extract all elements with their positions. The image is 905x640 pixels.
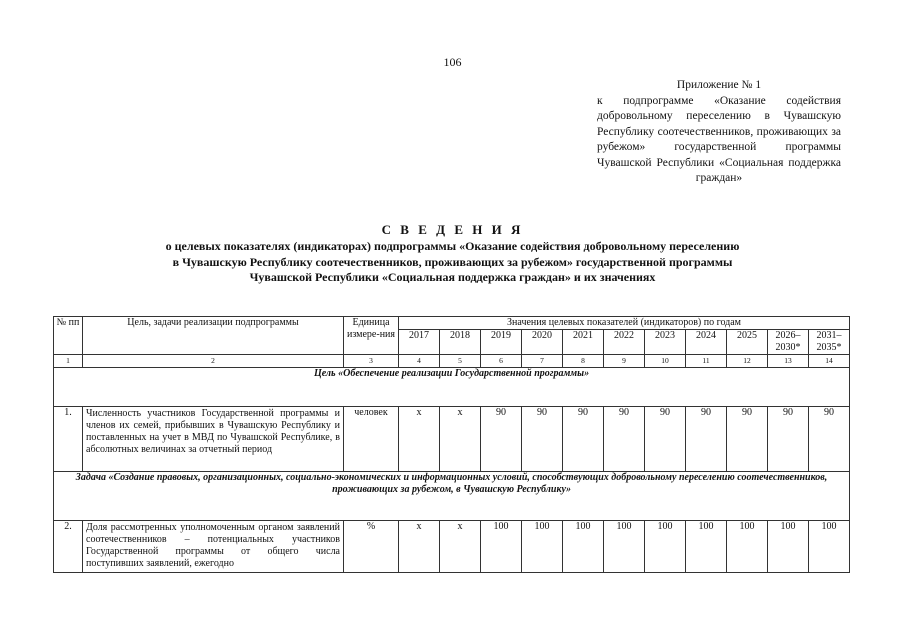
row-unit: % (344, 521, 399, 573)
column-number: 10 (645, 355, 686, 368)
table-row (54, 521, 850, 573)
row-value: 90 (604, 407, 645, 472)
column-number: 9 (604, 355, 645, 368)
header-year: 2022 (604, 330, 645, 355)
row-value: 100 (604, 521, 645, 573)
column-number: 14 (809, 355, 850, 368)
row-value: x (440, 407, 481, 472)
column-number: 3 (344, 355, 399, 368)
header-year: 2024 (686, 330, 727, 355)
header-year: 2017 (399, 330, 440, 355)
row-number: 2. (54, 521, 83, 573)
document-heading (60, 221, 845, 286)
row-unit: человек (344, 407, 399, 472)
row-value: x (440, 521, 481, 573)
row-value: 100 (768, 521, 809, 573)
header-goal: Цель, задачи реализации подпрограммы (83, 317, 344, 355)
column-number: 7 (522, 355, 563, 368)
page-number: 106 (443, 55, 462, 69)
row-value: 90 (563, 407, 604, 472)
row-value: 90 (645, 407, 686, 472)
heading-subtitle-line: в Чувашскую Республику соотечественников, проживающих за рубежом» государственной программы (172, 254, 733, 269)
column-number: 12 (727, 355, 768, 368)
appendix-title: Приложение № 1 (676, 79, 762, 91)
heading-subtitle-line: о целевых показателях (индикаторах) подпрограммы «Оказание содействия добровольному переселению (165, 239, 740, 253)
column-number: 4 (399, 355, 440, 368)
row-value: x (399, 407, 440, 472)
row-description: Доля рассмотренных уполномоченным органом заявлений соотечественников – потенциальных участников Государственной программы от общего числа поступивших заявлений, ежегодно (83, 521, 344, 573)
heading-main: С В Е Д Е Н И Я (381, 222, 524, 237)
column-number: 13 (768, 355, 809, 368)
indicators-table (53, 316, 850, 573)
row-value: 90 (727, 407, 768, 472)
row-value: 90 (809, 407, 850, 472)
appendix-note (597, 78, 841, 187)
row-value: 100 (809, 521, 850, 573)
row-value: 100 (522, 521, 563, 573)
column-number: 1 (54, 355, 83, 368)
header-year: 2018 (440, 330, 481, 355)
row-value: 90 (768, 407, 809, 472)
row-number: 1. (54, 407, 83, 472)
appendix-body: к подпрограмме «Оказание содействия добровольному переселению в Чувашскую Республику соотечественников, проживающих за рубежом» государственной программы Чувашской Республики «Социальная поддержка граждан» (597, 94, 841, 184)
task-caption: Задача «Создание правовых, организационных, социально-экономических и информационных условий, способствующих добровольному переселению соотечественников, проживающих за рубежом, в Чувашскую Республику» (54, 472, 850, 521)
column-number: 5 (440, 355, 481, 368)
header-year: 2031–2035* (809, 330, 850, 355)
header-year: 2019 (481, 330, 522, 355)
row-value: 90 (686, 407, 727, 472)
column-number: 6 (481, 355, 522, 368)
goal-caption: Цель «Обеспечение реализации Государственной программы» (54, 368, 850, 407)
table-row (54, 407, 850, 472)
row-value: 100 (563, 521, 604, 573)
header-values-group: Значения целевых показателей (индикаторов) по годам (399, 317, 850, 330)
header-year: 2023 (645, 330, 686, 355)
column-numbers-row (54, 355, 850, 368)
row-description: Численность участников Государственной программы и членов их семей, прибывших в Чувашскую Республику и поставленных на учет в МВД по Чувашской Республике, в абсолютных величинах за отчетный период (83, 407, 344, 472)
header-year: 2025 (727, 330, 768, 355)
header-year: 2026–2030* (768, 330, 809, 355)
row-value: 90 (481, 407, 522, 472)
column-number: 8 (563, 355, 604, 368)
header-year: 2021 (563, 330, 604, 355)
row-value: 90 (522, 407, 563, 472)
column-number: 2 (83, 355, 344, 368)
header-year: 2020 (522, 330, 563, 355)
row-value: 100 (645, 521, 686, 573)
column-number: 11 (686, 355, 727, 368)
row-value: 100 (686, 521, 727, 573)
header-unit: Единица измере-ния (344, 317, 399, 355)
row-value: 100 (481, 521, 522, 573)
heading-subtitle-line: Чувашской Республики «Социальная поддержка граждан» и их значениях (249, 270, 656, 284)
header-num: № пп (54, 317, 83, 355)
row-value: 100 (727, 521, 768, 573)
row-value: x (399, 521, 440, 573)
